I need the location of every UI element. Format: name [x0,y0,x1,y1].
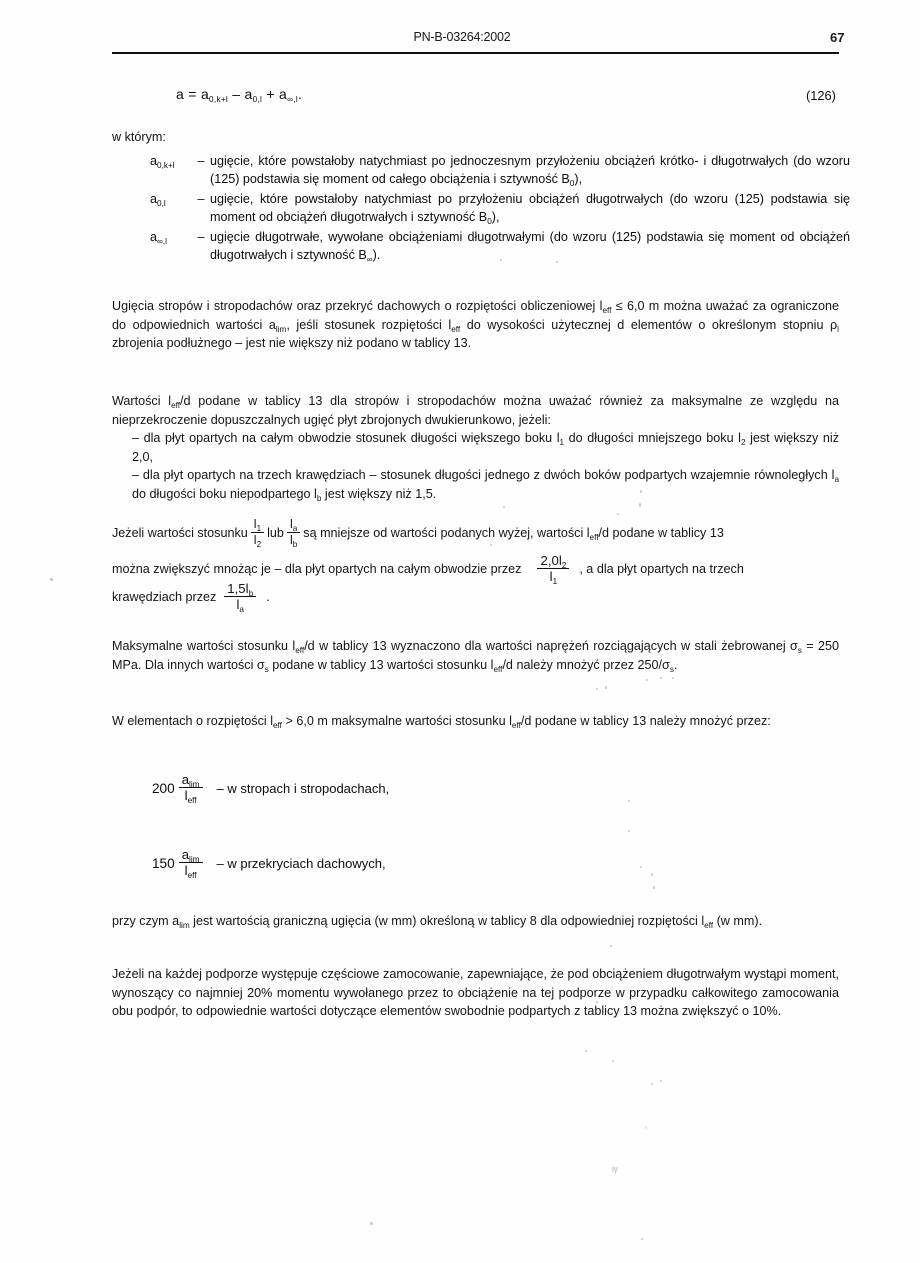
definition-item [150,190,850,227]
fraction-denominator [537,569,569,586]
fraction-15lb-over-la [224,581,256,614]
definition-text-tail: ). [372,248,381,263]
paragraph-ratio-line-3 [112,583,612,612]
fraction-numerator [287,518,300,533]
definition-text [210,190,850,227]
scan-speckle [503,506,505,508]
fraction-numerator [179,773,203,788]
scan-speckle [651,1083,653,1085]
paragraph-ratio-line-2 [112,555,892,584]
eq126-sub-3: ∞,l [287,95,298,104]
fraction-denominator [179,788,203,805]
formula-200 [152,774,389,803]
pr-seg-h: . [266,589,270,604]
pr-seg-e: można zwiększyć mnożąc je – dla płyt opartych na całym obwodzie przez [112,561,522,576]
paragraph-span [112,712,839,731]
ps-sub-a: eff [295,646,305,655]
formula-150-label: – w przekryciach dachowych, [216,856,386,871]
f200-den-base: l [184,788,188,803]
pvb1-sub-2: 2 [740,438,746,447]
scan-speckle [556,261,558,263]
frac2-den-sub: b [292,540,298,549]
pv-sub-a: eff [171,401,181,410]
frac4-den-base: l [236,597,240,612]
fraction-denominator [287,533,300,547]
pa-seg-c: (w mm). [713,914,763,928]
scan-speckle [617,513,619,515]
f150-num-base: a [181,847,190,862]
fraction-denominator [224,597,256,614]
fraction-la-over-lb [287,518,300,547]
frac4-num-sub: b [248,589,254,598]
definition-item [150,152,850,189]
fraction-2l2-over-l1 [537,553,569,586]
definition-symbol-base: a [150,154,158,168]
fraction-numerator [537,554,569,569]
pa-sub-a: lim [179,921,190,930]
frac4-num-base: 1,5l [227,581,249,596]
f150-den-base: l [184,863,188,878]
pd-seg-a: Ugięcia stropów i stropodachów oraz przekryć dachowych o rozpiętości obliczeniowej l [112,299,603,313]
scan-speckle [370,1222,373,1225]
paragraph-ratio-line-1 [112,519,872,548]
definition-symbol [150,190,192,208]
scan-smudge: ʻ [645,1125,647,1135]
scan-speckle [628,800,630,802]
pd-sub-1: eff [602,306,612,315]
frac1-num-base: l [253,517,257,531]
scan-speckle [628,830,630,832]
definition-list [150,152,850,265]
scan-speckle [640,490,642,493]
f150-den-sub: eff [187,871,197,880]
eq126-sub-1: 0,k+l [209,95,229,104]
ps-sub-c: s [264,664,269,674]
pvb1-seg-b: do długości mniejszego boku l [564,431,741,445]
pr-seg-g: krawędziach przez [112,589,217,604]
f200-num-sub: lim [189,780,200,789]
paragraph-alim [112,912,839,931]
pa-seg-b: jest wartością graniczną ugięcia (w mm) określoną w tablicy 8 dla odpowiedniej rozpiętości l [189,914,705,928]
frac2-num-sub: a [292,524,298,533]
pa-sub-b: eff [704,921,714,930]
pvb1-seg-a: – dla płyt opartych na całym obwodzie stosunek długości większego boku l [132,431,560,445]
scan-speckle [660,1080,662,1082]
psp-seg-c: /d podane w tablicy 13 należy mnożyć przez: [520,714,771,728]
psp-seg-b: > 6,0 m maksymalne wartości stosunku l [281,714,512,728]
eq126-minus: – a [228,86,253,102]
scan-speckle [610,945,612,947]
pvb2-seg-b: do długości boku niepodpartego l [132,486,317,501]
scan-speckle [672,677,674,679]
definition-text-tail: ), [574,172,583,187]
pvb2-sub-1: a [834,475,839,484]
formula-150 [152,849,386,878]
header-rule [112,52,839,54]
fraction-alim-over-leff [179,847,203,880]
eq126-plus: + a [262,86,288,102]
pv-seg-b: /d podane w tablicy 13 dla stropów i stropodachów można uważać również za maksymalne ze względu na nieprzekroczenie dopuszczalnych ugięć płyt zbrojonych dwukierunkowo, jeżeli: [112,394,839,427]
frac3-den-base: l [549,569,553,584]
pvb2-sub-2: b [316,493,322,503]
page-number: 67 [830,30,845,45]
pvb1-sub-1: 1 [559,438,565,447]
f150-num-sub: lim [189,855,200,864]
frac1-den-base: l [253,533,257,547]
ps-seg-e: /d należy mnożyć przez 250/σ [502,657,670,672]
definition-symbol-base: a [150,191,158,206]
psp-seg-a: W elementach o rozpiętości l [112,714,273,728]
eq126-period: . [297,86,303,102]
ps-seg-d: podane w tablicy 13 wartości stosunku l [268,657,494,672]
ps-sub-e: s [669,664,674,674]
ps-sub-b: s [797,646,802,655]
scan-smudge: ᵢᵧ [612,1160,618,1174]
frac1-den-sub: 2 [256,540,262,549]
equation-126 [176,86,302,102]
scan-speckle [50,578,53,581]
ps-sub-d: eff [493,664,503,674]
pa-seg-a: przy czym a [112,914,180,928]
paragraph-deflection [112,297,839,353]
standard-title: PN-B-03264:2002 [413,30,511,44]
pr-seg-b: lub [267,525,284,540]
definition-symbol-sub: 0,l [157,198,166,208]
definition-text-sub: 0 [487,217,492,227]
scan-speckle [651,873,653,876]
scan-speckle [640,866,642,868]
frac3-num-sub: 2 [561,561,567,570]
f200-den-sub: eff [187,796,197,805]
definition-text-main: ugięcie długotrwałe, wywołane obciążeniami długotrwałymi (do wzoru (125) podstawia się moment od obciążeń długotrwałych i sztywność B [210,229,850,263]
definition-dash: – [197,229,205,244]
scan-speckle [612,1060,614,1062]
formula-200-coefficient: 200 [152,781,175,796]
fraction-numerator [179,848,203,863]
pd-sub-4: l [837,324,839,334]
page-header [112,30,812,44]
eq126-lhs: a = a [176,86,210,102]
definition-symbol-sub: 0,k+l [157,161,175,170]
pd-seg-b: ≤ 6,0 m można uważać za ograniczone do odpowiednich wartości a [112,299,839,332]
pr-seg-f: , a dla płyt opartych na trzech [579,561,744,576]
paragraph-support: Jeżeli na każdej podporze występuje częściowe zamocowanie, zapewniające, że pod obciążeniem długotrwałym wystąpi moment, wynoszący co najmniej 20% momentu wywołanego przez to obciążenie na tej podporze w przypadku całkowitego zamocowania obu podpór, to odpowiednie wartości dotyczące elementów swobodnie podpartych z tablicy 13 można zwiększyć o 10%. [112,967,839,1019]
definition-text-sub: 0 [569,179,575,189]
paragraph-values-bullet-2 [132,466,839,503]
fraction-numerator [251,518,264,533]
frac3-den-sub: 1 [552,577,558,586]
frac3-num-base: 2,0l [540,553,562,568]
definition-symbol-sub: ∞,l [157,236,167,246]
pd-seg-e: zbrojenia podłużnego – jest nie większy niż podano w tablicy 13. [112,336,472,351]
ps-seg-a: Maksymalne wartości stosunku l [112,639,296,653]
pvb2-seg-c: jest większy niż 1,5. [321,486,437,501]
paragraph-stress [112,637,839,674]
definition-dash: – [197,191,205,206]
definition-text-sub: ∞ [366,255,373,265]
pv-seg-a: Wartości l [112,394,172,408]
ps-seg-b: /d w tablicy 13 wyznaczono dla wartości naprężeń rozciągających w stali żebrowanej σ [304,639,798,653]
definition-text-main: ugięcie, które powstałoby natychmiast po przyłożeniu obciążeń długotrwałych (do wzoru (125) podstawia się moment od obciążeń długotrwałych i sztywność B [210,191,850,225]
scan-speckle [596,1001,598,1003]
pr-seg-a: Jeżeli wartości stosunku [112,525,248,540]
ps-seg-c: = 250 MPa. Dla innych wartości σ [112,639,839,672]
eq126-sub-2: 0,l [252,95,263,104]
definition-text-main: ugięcie, które powstałoby natychmiast po jednoczesnym przyłożeniu obciążeń krótko- i długotrwałych (do wzoru (125) podstawia się moment od całego obciążenia i sztywność B [210,154,850,187]
definition-dash: – [197,154,205,168]
psp-sub-a: eff [273,721,282,730]
pvb2-seg-a: – dla płyt opartych na trzech krawędziach – stosunek długości jednego z dwóch boków podpartych wzajemnie równoległych l [132,468,835,482]
fraction-alim-over-leff [179,772,203,805]
pd-seg-d: do wysokości użytecznej d elementów o określonym stopniu ρ [460,317,838,332]
pr-sub-c: eff [589,532,599,542]
scan-speckle [605,686,607,689]
definition-text [210,228,850,265]
pr-seg-c: są mniejsze od wartości podanych wyżej, wartości l [303,525,590,540]
scan-speckle [639,503,641,507]
formula-150-coefficient: 150 [152,856,175,871]
fraction-denominator [179,863,203,880]
frac1-num-sub: 1 [256,524,262,533]
w-ktorym-label: w którym: [112,130,166,144]
psp-sub-b: eff [511,721,521,730]
definition-text-tail: ), [491,210,500,225]
frac4-den-sub: a [239,605,244,614]
definition-symbol [150,228,192,246]
scan-speckle [490,544,492,546]
equation-126-number: (126) [806,88,836,103]
scan-speckle [641,1238,643,1240]
pvb1-seg-c: jest większy niż 2,0, [132,431,839,464]
scan-speckle [646,679,648,681]
pr-seg-d: /d podane w tablicy 13 [598,525,724,540]
fraction-l1-over-l2 [251,518,264,547]
definition-symbol-base: a [150,229,158,244]
scan-speckle [585,1050,587,1052]
scan-speckle [653,886,655,889]
paragraph-values-bullet-1 [132,429,839,466]
pd-sub-2: lim [275,324,287,334]
scan-speckle [500,259,502,261]
fraction-denominator [251,533,264,547]
paragraph-values [112,392,839,429]
definition-symbol [150,152,192,170]
pd-sub-3: eff [451,324,461,334]
formula-200-label: – w stropach i stropodachach, [216,781,390,796]
f200-num-base: a [181,772,190,787]
scan-speckle [660,677,662,679]
frac2-num-base: l [289,517,293,531]
ps-seg-f: . [673,657,678,672]
pd-seg-c: , jeśli stosunek rozpiętości l [286,317,452,332]
definition-text [210,152,850,189]
frac2-den-base: l [289,533,293,547]
fraction-numerator [224,582,256,597]
scan-speckle [596,688,598,690]
